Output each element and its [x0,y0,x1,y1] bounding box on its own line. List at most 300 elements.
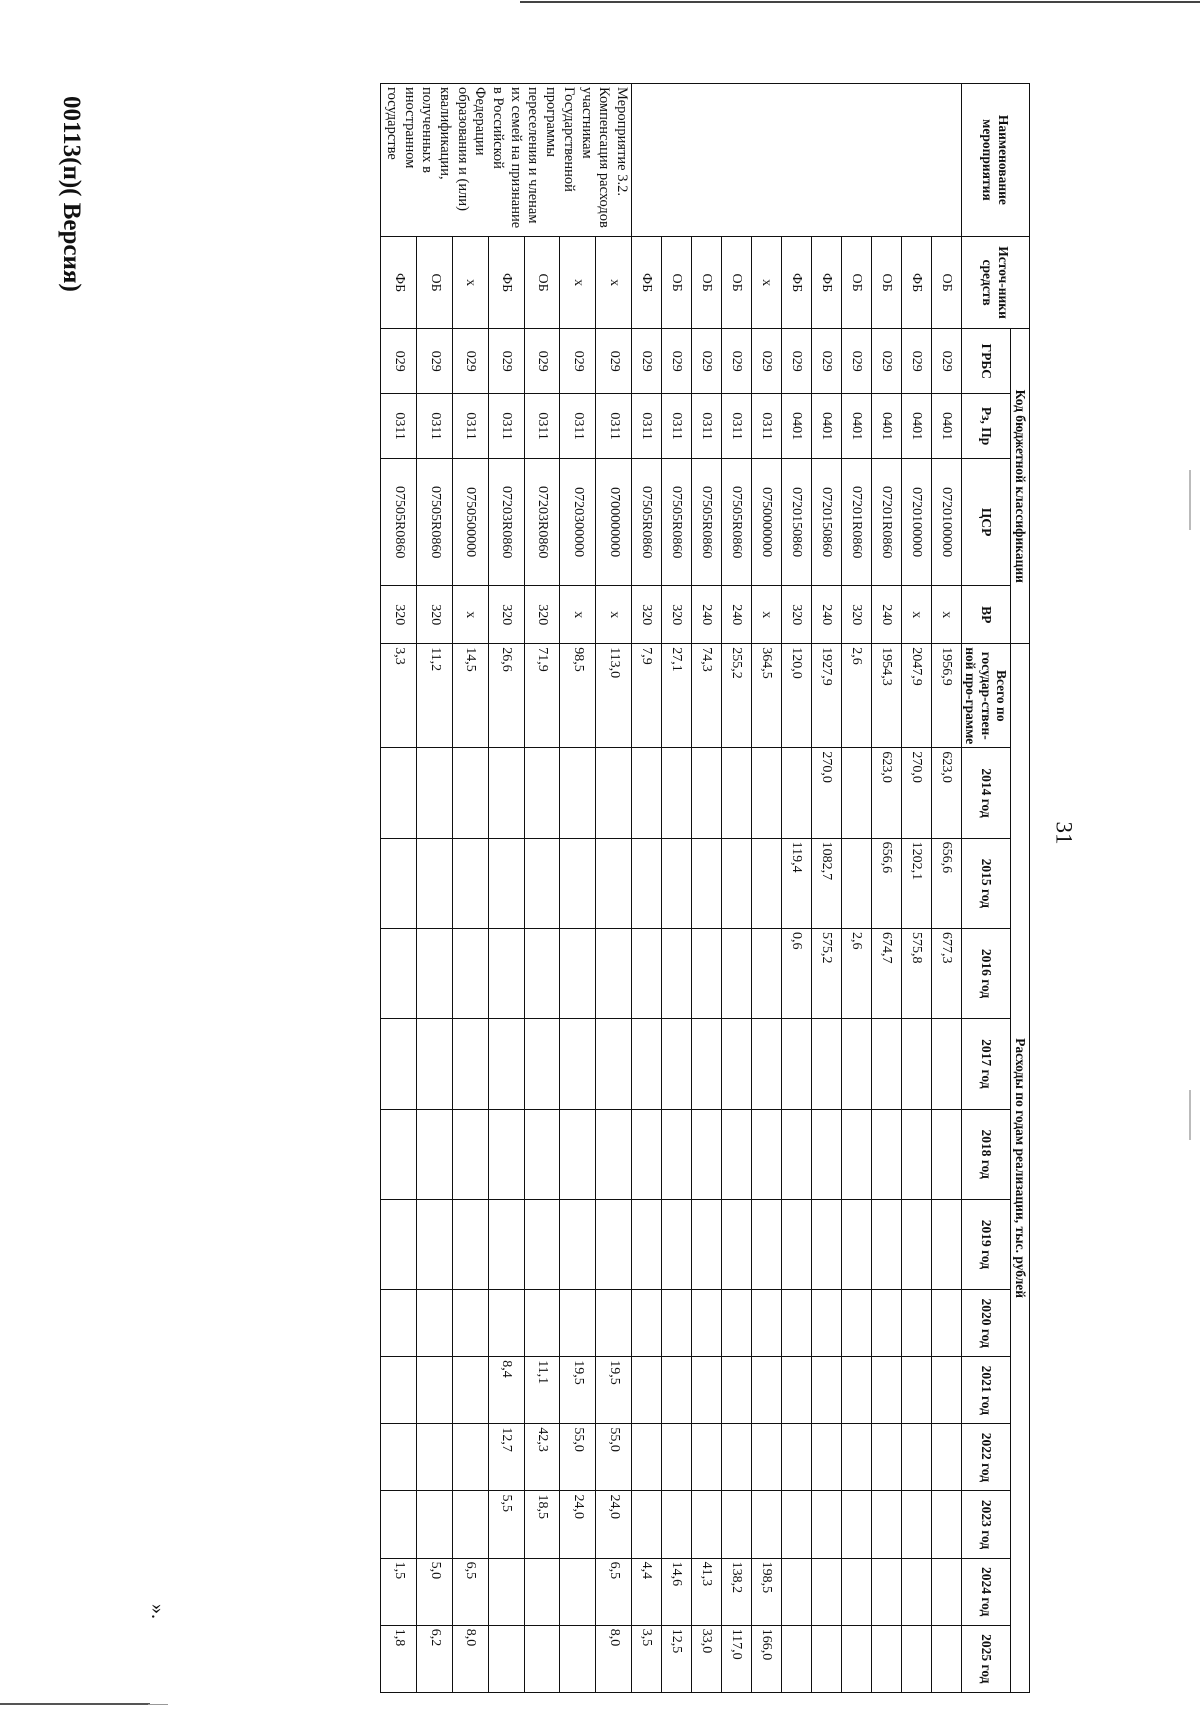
year-value-cell [811,1625,841,1692]
grbs-cell: 029 [596,329,632,394]
vr-cell: х [596,586,632,644]
scan-edge-top [520,1,1200,3]
year-value-cell: 24,0 [596,1491,632,1558]
year-value-cell [871,1491,901,1558]
table-header [961,84,1029,1693]
year-value-cell [691,1109,721,1199]
year-value-cell [871,1357,901,1424]
rzpr-cell: 0311 [452,394,488,459]
total-cell: 120,0 [781,644,811,748]
year-value-cell: 55,0 [560,1424,596,1491]
year-value-cell [781,1491,811,1558]
header-year: 2018 год [961,1109,1011,1199]
header-source: Источ-ники средств [961,236,1029,329]
table-row [841,84,871,1693]
vr-cell: 320 [417,586,453,644]
expenditure-table [380,83,1030,1693]
scan-edge-bottom-fragment [148,1704,168,1705]
year-value-cell [596,928,632,1018]
year-value-cell [751,1424,781,1491]
rzpr-cell: 0401 [781,394,811,459]
year-value-cell: 623,0 [871,748,901,838]
year-value-cell [901,1357,931,1424]
year-value-cell: 138,2 [721,1558,751,1625]
year-value-cell [488,1290,524,1357]
year-value-cell [691,748,721,838]
year-value-cell [931,1109,961,1199]
year-value-cell [751,1491,781,1558]
table-row [381,84,417,1693]
year-value-cell: 42,3 [524,1424,560,1491]
year-value-cell [560,838,596,928]
year-value-cell [781,748,811,838]
header-vr: ВР [961,586,1011,644]
csr-cell: 0720150860 [781,459,811,586]
source-cell: х [751,236,781,329]
source-cell: ОБ [871,236,901,329]
year-value-cell [596,1109,632,1199]
year-value-cell [781,1199,811,1289]
table-row [596,84,632,1693]
rzpr-cell: 0401 [931,394,961,459]
year-value-cell [560,1625,596,1692]
source-cell: х [596,236,632,329]
year-value-cell: 19,5 [560,1357,596,1424]
year-value-cell [452,1290,488,1357]
source-cell: ОБ [841,236,871,329]
header-year: 2019 год [961,1199,1011,1289]
year-value-cell [631,1491,661,1558]
year-value-cell [871,1424,901,1491]
year-value-cell [524,1558,560,1625]
year-value-cell [452,1491,488,1558]
grbs-cell: 029 [811,329,841,394]
total-cell: 1927,9 [811,644,841,748]
total-cell: 11,2 [417,644,453,748]
year-value-cell [596,1199,632,1289]
year-value-cell [417,1491,453,1558]
csr-cell: 07201R0860 [871,459,901,586]
csr-cell: 07505R0860 [691,459,721,586]
year-value-cell [560,1019,596,1109]
year-value-cell [751,1109,781,1199]
year-value-cell: 55,0 [596,1424,632,1491]
rzpr-cell: 0401 [841,394,871,459]
year-value-cell [931,1424,961,1491]
grbs-cell: 029 [751,329,781,394]
scan-edge-bottom [0,1703,150,1705]
vr-cell: х [901,586,931,644]
source-cell: ОБ [931,236,961,329]
source-cell: ОБ [691,236,721,329]
rzpr-cell: 0311 [596,394,632,459]
csr-cell: 0700000000 [596,459,632,586]
year-value-cell [661,1491,691,1558]
csr-cell: 07505R0860 [631,459,661,586]
year-value-cell [811,1199,841,1289]
year-value-cell [721,1357,751,1424]
year-value-cell: 1,8 [381,1625,417,1692]
vr-cell: х [751,586,781,644]
year-value-cell [931,1199,961,1289]
csr-cell: 07203R0860 [524,459,560,586]
year-value-cell [871,1625,901,1692]
year-value-cell [811,1109,841,1199]
total-cell: 2047,9 [901,644,931,748]
year-value-cell [691,1357,721,1424]
year-value-cell [488,1109,524,1199]
year-value-cell [811,1357,841,1424]
year-value-cell [417,1019,453,1109]
year-value-cell [524,1199,560,1289]
source-cell: ФБ [488,236,524,329]
grbs-cell: 029 [781,329,811,394]
year-value-cell [417,1357,453,1424]
csr-cell: 0720300000 [560,459,596,586]
year-value-cell [841,1109,871,1199]
year-value-cell [751,748,781,838]
header-year: 2020 год [961,1290,1011,1357]
csr-cell: 0750500000 [452,459,488,586]
year-value-cell: 5,0 [417,1558,453,1625]
year-value-cell [560,1109,596,1199]
vr-cell: 320 [381,586,417,644]
grbs-cell: 029 [721,329,751,394]
year-value-cell [381,1199,417,1289]
year-value-cell: 3,5 [631,1625,661,1692]
year-value-cell [901,1491,931,1558]
grbs-cell: 029 [931,329,961,394]
measure-name-cell: Мероприятие 3.2. Компенсация расходов участникам Государственной программы переселения и членам их семей на признание в Российской Федерации образования и (или) квалификации, полученных в иностранном государстве [381,84,632,237]
year-value-cell [721,1199,751,1289]
header-grbs: ГРБС [961,329,1011,394]
year-value-cell [524,838,560,928]
vr-cell: 320 [488,586,524,644]
year-value-cell: 117,0 [721,1625,751,1692]
year-value-cell: 623,0 [931,748,961,838]
csr-cell: 0720150860 [811,459,841,586]
table-row [452,84,488,1693]
vr-cell: 240 [721,586,751,644]
rzpr-cell: 0311 [488,394,524,459]
year-value-cell [631,1109,661,1199]
source-cell: х [452,236,488,329]
year-value-cell [871,1199,901,1289]
rzpr-cell: 0311 [381,394,417,459]
year-value-cell [901,1199,931,1289]
table-row [901,84,931,1693]
rzpr-cell: 0311 [691,394,721,459]
year-value-cell [721,838,751,928]
year-value-cell [901,1109,931,1199]
vr-cell: 320 [661,586,691,644]
year-value-cell [631,1290,661,1357]
year-value-cell [841,1290,871,1357]
rzpr-cell: 0311 [560,394,596,459]
year-value-cell [488,1625,524,1692]
year-value-cell [931,1019,961,1109]
vr-cell: х [452,586,488,644]
vr-cell: 320 [631,586,661,644]
year-value-cell [721,928,751,1018]
grbs-cell: 029 [524,329,560,394]
year-value-cell [931,1558,961,1625]
year-value-cell [751,1199,781,1289]
year-value-cell [781,1558,811,1625]
csr-cell: 07505R0860 [381,459,417,586]
vr-cell: 320 [524,586,560,644]
grbs-cell: 029 [871,329,901,394]
table-row [691,84,721,1693]
csr-cell: 07201R0860 [841,459,871,586]
year-value-cell [841,1491,871,1558]
year-value-cell: 677,3 [931,928,961,1018]
grbs-cell: 029 [452,329,488,394]
year-value-cell [901,1424,931,1491]
year-value-cell: 8,0 [596,1625,632,1692]
year-value-cell: 575,8 [901,928,931,1018]
year-value-cell [452,838,488,928]
grbs-cell: 029 [417,329,453,394]
year-value-cell [691,1199,721,1289]
csr-cell: 07505R0860 [721,459,751,586]
year-value-cell [721,1491,751,1558]
grbs-cell: 029 [661,329,691,394]
header-rzpr: Рз, Пр [961,394,1011,459]
year-value-cell: 656,6 [871,838,901,928]
year-value-cell [631,928,661,1018]
year-value-cell: 674,7 [871,928,901,1018]
year-value-cell [452,1357,488,1424]
year-value-cell: 24,0 [560,1491,596,1558]
year-value-cell [631,1199,661,1289]
rzpr-cell: 0311 [721,394,751,459]
csr-cell: 0720100000 [931,459,961,586]
grbs-cell: 029 [381,329,417,394]
year-value-cell [931,1625,961,1692]
year-value-cell [452,1019,488,1109]
year-value-cell [721,748,751,838]
grbs-cell: 029 [631,329,661,394]
year-value-cell [381,748,417,838]
year-value-cell [811,1424,841,1491]
year-value-cell [417,1290,453,1357]
year-value-cell [452,1424,488,1491]
year-value-cell [751,1357,781,1424]
year-value-cell [691,838,721,928]
year-value-cell [691,928,721,1018]
year-value-cell [781,1109,811,1199]
year-value-cell [631,838,661,928]
year-value-cell [811,1491,841,1558]
year-value-cell [452,928,488,1018]
total-cell: 26,6 [488,644,524,748]
year-value-cell [631,1424,661,1491]
vr-cell: 240 [811,586,841,644]
year-value-cell [596,1019,632,1109]
vr-cell: 240 [691,586,721,644]
table-row [931,84,961,1693]
year-value-cell [560,1290,596,1357]
year-value-cell: 270,0 [811,748,841,838]
rzpr-cell: 0311 [661,394,691,459]
table-row [488,84,524,1693]
year-value-cell: 0,6 [781,928,811,1018]
year-value-cell [901,1558,931,1625]
document-id-label: 00113(п)( Версия) [58,96,85,292]
header-year: 2014 год [961,748,1011,838]
header-code-group: Код бюджетной классификации [1011,329,1030,644]
year-value-cell [781,1290,811,1357]
year-value-cell [781,1424,811,1491]
csr-cell: 0750000000 [751,459,781,586]
year-value-cell [781,1625,811,1692]
year-value-cell [417,1199,453,1289]
year-value-cell [751,1019,781,1109]
source-cell: ОБ [721,236,751,329]
source-cell: ФБ [631,236,661,329]
year-value-cell [524,748,560,838]
year-value-cell [417,838,453,928]
header-year: 2015 год [961,838,1011,928]
year-value-cell [721,1109,751,1199]
rzpr-cell: 0401 [901,394,931,459]
year-value-cell: 41,3 [691,1558,721,1625]
rzpr-cell: 0311 [751,394,781,459]
source-cell: ФБ [381,236,417,329]
year-value-cell [381,1357,417,1424]
scan-edge-right [1189,470,1191,530]
year-value-cell: 6,2 [417,1625,453,1692]
grbs-cell: 029 [691,329,721,394]
year-value-cell [381,928,417,1018]
year-value-cell [488,928,524,1018]
total-cell: 113,0 [596,644,632,748]
grbs-cell: 029 [901,329,931,394]
year-value-cell: 6,5 [452,1558,488,1625]
table-row [751,84,781,1693]
source-cell: ОБ [524,236,560,329]
year-value-cell [661,1357,691,1424]
year-value-cell [841,748,871,838]
year-value-cell [841,1424,871,1491]
rzpr-cell: 0311 [524,394,560,459]
total-cell: 74,3 [691,644,721,748]
year-value-cell [524,928,560,1018]
year-value-cell [751,838,781,928]
year-value-cell: 12,7 [488,1424,524,1491]
table-row [871,84,901,1693]
grbs-cell: 029 [841,329,871,394]
year-value-cell: 1082,7 [811,838,841,928]
name-cell-empty [631,84,961,237]
year-value-cell [452,748,488,838]
source-cell: ФБ [781,236,811,329]
total-cell: 71,9 [524,644,560,748]
total-cell: 364,5 [751,644,781,748]
year-value-cell: 6,5 [596,1558,632,1625]
total-cell: 14,5 [452,644,488,748]
year-value-cell [452,1199,488,1289]
rotated-table-container [170,83,1030,1693]
total-cell: 1954,3 [871,644,901,748]
year-value-cell: 19,5 [596,1357,632,1424]
year-value-cell [381,1290,417,1357]
year-value-cell [661,928,691,1018]
year-value-cell [841,1019,871,1109]
table-row [781,84,811,1693]
year-value-cell [931,1491,961,1558]
year-value-cell [901,1290,931,1357]
year-value-cell [488,748,524,838]
total-cell: 3,3 [381,644,417,748]
total-cell: 2,6 [841,644,871,748]
year-value-cell: 198,5 [751,1558,781,1625]
header-year: 2017 год [961,1019,1011,1109]
table-row [721,84,751,1693]
year-value-cell: 119,4 [781,838,811,928]
year-value-cell [901,1625,931,1692]
year-value-cell [381,1424,417,1491]
year-value-cell [751,928,781,1018]
year-value-cell: 575,2 [811,928,841,1018]
year-value-cell [488,1199,524,1289]
year-value-cell: 8,0 [452,1625,488,1692]
year-value-cell [661,1290,691,1357]
table-body [381,84,962,1693]
table-row [524,84,560,1693]
year-value-cell [524,1290,560,1357]
year-value-cell [691,1491,721,1558]
year-value-cell [560,748,596,838]
year-value-cell [381,1019,417,1109]
total-cell: 255,2 [721,644,751,748]
source-cell: ФБ [901,236,931,329]
total-cell: 7,9 [631,644,661,748]
year-value-cell: 8,4 [488,1357,524,1424]
year-value-cell [417,748,453,838]
header-year: 2024 год [961,1558,1011,1625]
year-value-cell [721,1290,751,1357]
csr-cell: 07203R0860 [488,459,524,586]
header-name: Наименование мероприятия [961,84,1029,237]
year-value-cell [871,1109,901,1199]
year-value-cell [417,1109,453,1199]
vr-cell: 320 [841,586,871,644]
year-value-cell [841,1357,871,1424]
year-value-cell [560,1199,596,1289]
year-value-cell [871,1019,901,1109]
total-cell: 1956,9 [931,644,961,748]
year-value-cell [661,1109,691,1199]
year-value-cell [560,928,596,1018]
year-value-cell [488,1558,524,1625]
year-value-cell [841,1558,871,1625]
year-value-cell [721,1019,751,1109]
year-value-cell [721,1424,751,1491]
year-value-cell [417,1424,453,1491]
year-value-cell [560,1558,596,1625]
year-value-cell [811,1290,841,1357]
header-year: 2023 год [961,1491,1011,1558]
year-value-cell [691,1019,721,1109]
year-value-cell [596,838,632,928]
year-value-cell [691,1290,721,1357]
year-value-cell [841,1625,871,1692]
source-cell: х [560,236,596,329]
year-value-cell [661,748,691,838]
vr-cell: 320 [781,586,811,644]
